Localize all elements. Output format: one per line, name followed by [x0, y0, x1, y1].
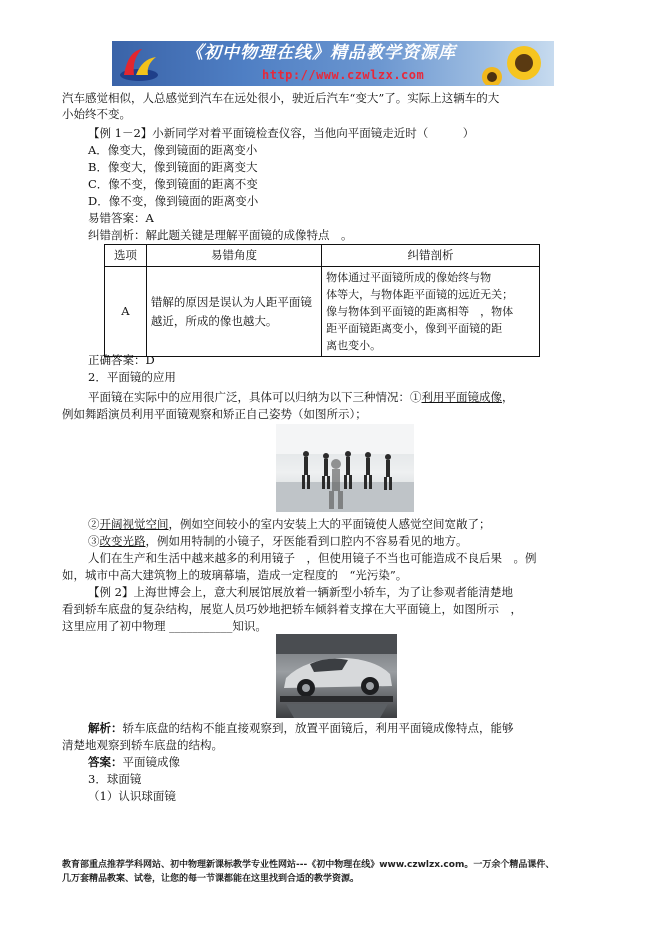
paragraph-line: 看到轿车底盘的复杂结构，展览人员巧妙地把轿车倾斜着支撑在大平面镜上，如图所示 ，: [62, 602, 522, 616]
paragraph-line: 例如舞蹈演员利用平面镜观察和矫正自己姿势（如图所示）；: [62, 407, 367, 421]
easy-wrong-answer: 易错答案：A: [88, 211, 154, 225]
table-cell-line: 物体通过平面镜所成的像始终与物: [326, 271, 492, 284]
answer-line: [88, 754, 180, 771]
error-analysis: 纠错剖析：解此题关键是理解平面镜的成像特点 。: [88, 228, 353, 242]
paragraph-line: 汽车感觉相似，人总感觉到汽车在远处很小，驶近后汽车“变大”了。实际上这辆车的大: [62, 91, 500, 105]
text-span: ，例如用特制的小镜子，牙医能看到口腔内不容易看见的地方。: [145, 534, 468, 548]
correct-answer: 正确答案：D: [88, 353, 155, 367]
solution-line: [88, 720, 514, 737]
paragraph-line: [88, 533, 468, 550]
banner-url[interactable]: http://www.czwlzx.com: [262, 68, 425, 82]
option-b: B．像变大，像到镜面的距离变大: [88, 160, 258, 174]
option-d: D．像不变，像到镜面的距离变小: [88, 194, 259, 208]
footer-line: 教育部重点推荐学科网站、初中物理新课标教学专业性网站---《初中物理在线》www.czwlzx.com。一万余个精品课件、: [62, 860, 555, 870]
dancers-image-icon: [276, 424, 414, 512]
example-2-question: 【例 2】上海世博会上，意大利展馆展放着一辆新型小轿车，为了让参观者能清楚地: [88, 585, 513, 599]
table-cell-line: 距平面镜距离变小，像到平面镜的距: [326, 322, 503, 335]
text-span: ③: [88, 534, 100, 548]
paragraph-line: 清楚地观察到轿车底盘的结构。: [62, 738, 223, 752]
table-cell-analysis: [322, 267, 540, 357]
table-cell-line: 体等大，与物体距平面镜的远近无关；: [326, 288, 514, 301]
underlined-term: 开阔视觉空间: [99, 517, 169, 531]
sunflower-icon: [480, 43, 550, 85]
text-span: ，例如空间较小的室内安装上大的平面镜使人感觉空间宽敞了；: [168, 517, 491, 531]
table-cell-line: 离也变小。: [326, 339, 382, 352]
text-span: ②: [88, 517, 100, 531]
text-span: 平面镜在实际中的应用很广泛，具体可以归纳为以下三种情况：①: [88, 390, 422, 404]
banner-title: 《初中物理在线》精品教学资源库: [186, 43, 456, 63]
page-footer: [62, 858, 622, 886]
answer-label: 答案：: [88, 755, 123, 769]
table-cell-option: A: [105, 267, 147, 357]
table-header-row: [105, 245, 540, 267]
table-header-cell: 选项: [105, 245, 147, 267]
header-banner: [112, 41, 554, 86]
car-mirror-photo: [276, 634, 397, 718]
footer-line: 几万套精品教案、试卷，让您的每一节课都能在这里找到合适的教学资源。: [62, 874, 360, 884]
text-span: 平面镜成像: [122, 755, 180, 769]
table-header-cell: 纠错剖析: [322, 245, 540, 267]
car-image-icon: [276, 634, 397, 718]
error-analysis-table: [104, 244, 540, 357]
dance-mirror-photo: [276, 424, 414, 512]
option-a: A．像变大，像到镜面的距离变小: [88, 143, 258, 157]
table-cell-angle: 错解的原因是误认为人距平面镜越近，所成的像也越大。: [146, 267, 321, 357]
paragraph-line: [88, 389, 514, 406]
text-span: ，: [502, 390, 514, 404]
site-logo-icon: [118, 45, 160, 83]
underlined-term: 利用平面镜成像: [421, 390, 502, 404]
text-span: 轿车底盘的结构不能直接观察到，放置平面镜后，利用平面镜成像特点，能够: [122, 721, 514, 735]
paragraph-line: [88, 516, 491, 533]
paragraph-line: 如，城市中高大建筑物上的玻璃幕墙，造成一定程度的 “光污染”。: [62, 568, 408, 582]
subsection-heading: （1）认识球面镜: [88, 789, 176, 803]
table-cell-line: 像与物体到平面镜的距离相等 ，物体: [326, 305, 514, 318]
underlined-term: 改变光路: [99, 534, 146, 548]
section-heading: 2．平面镜的应用: [88, 370, 176, 384]
section-heading: 3．球面镜: [88, 772, 142, 786]
option-c: C．像不变，像到镜面的距离不变: [88, 177, 258, 191]
paragraph-line: 小始终不变。: [62, 107, 131, 121]
example-1-2-question: 【例 1－2】小新同学对着平面镜检查仪容，当他向平面镜走近时（ ）: [88, 126, 475, 140]
table-row: [105, 267, 540, 357]
paragraph-line: 这里应用了初中物理 ___________知识。: [62, 619, 267, 633]
table-header-cell: 易错角度: [146, 245, 321, 267]
paragraph-line: 人们在生产和生活中越来越多的利用镜子 ，但使用镜子不当也可能造成不良后果 。例: [88, 551, 537, 565]
solution-label: 解析：: [88, 721, 123, 735]
